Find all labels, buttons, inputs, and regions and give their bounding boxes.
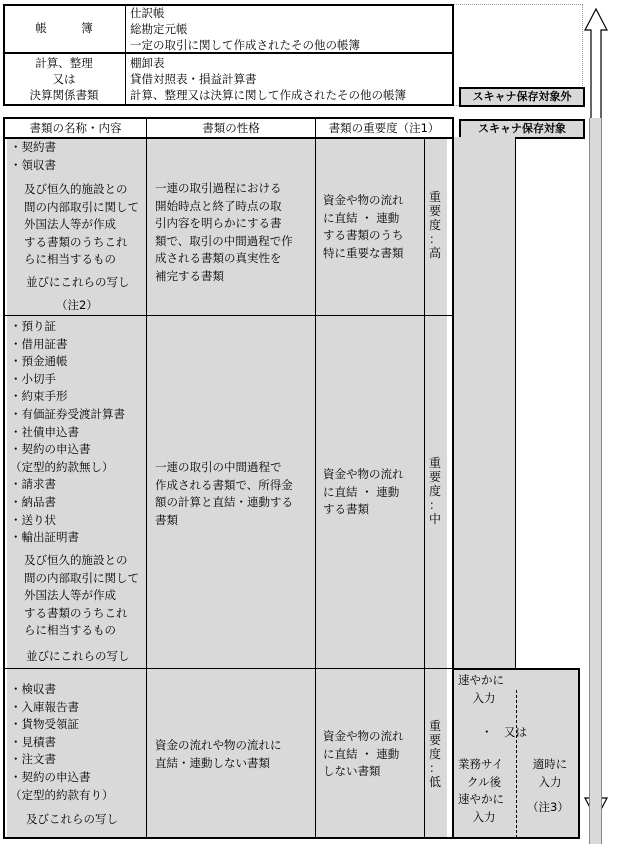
header-doc-name: 書類の名称・内容 bbox=[29, 121, 122, 135]
doc-item: ・契約の申込書 bbox=[10, 769, 91, 784]
timing-periodic bbox=[525, 756, 575, 791]
row-medium-extra bbox=[24, 552, 139, 640]
vertical-char: 要 bbox=[428, 204, 441, 218]
doc-item: ・貨物受領証 bbox=[10, 717, 79, 732]
vertical-char: 高 bbox=[428, 246, 441, 260]
doc-item: ・注文書 bbox=[10, 752, 56, 767]
row-medium-items bbox=[10, 318, 125, 547]
vertical-char: 度 bbox=[428, 484, 441, 498]
row-high-items bbox=[10, 139, 56, 174]
importance-line: する書類 bbox=[323, 502, 369, 516]
doc-item: ・預金通帳 bbox=[10, 354, 68, 369]
row-high-copies: 並びにこれらの写し bbox=[26, 275, 130, 289]
row-high-nature bbox=[155, 180, 293, 285]
doc-item: ・納品書 bbox=[10, 494, 56, 509]
top-row1-label: 帳 簿 bbox=[35, 21, 93, 35]
doc-item: （定型的約款有り） bbox=[10, 787, 114, 802]
vertical-char: 要 bbox=[428, 733, 441, 747]
doc-item: ・有価証券受渡計算書 bbox=[10, 406, 125, 421]
timing-line: 入力 bbox=[472, 690, 496, 705]
row-low-items bbox=[10, 681, 114, 804]
row-medium-nature bbox=[155, 459, 293, 529]
level-medium bbox=[427, 456, 443, 526]
label-line: 計算、整理 bbox=[35, 56, 93, 70]
timing-after-cycle bbox=[458, 756, 510, 826]
row-low-nature bbox=[155, 737, 282, 772]
row-medium-copies: 並びにこれらの写し bbox=[26, 649, 130, 663]
scanner-band bbox=[589, 118, 602, 844]
vertical-char: ： bbox=[428, 761, 441, 775]
header-doc-importance: 書類の重要度（注1） bbox=[328, 121, 440, 135]
closing-item: 貸借対照表・損益計算書 bbox=[130, 72, 257, 86]
extra-line: 及び恒久的施設との bbox=[24, 182, 128, 196]
timing-divider bbox=[516, 690, 517, 838]
doc-item: ・検収書 bbox=[10, 682, 56, 696]
importance-line: に直結 ・ 連動 bbox=[323, 210, 400, 225]
row-medium-importance bbox=[323, 466, 404, 519]
label-line: 又は bbox=[52, 72, 76, 86]
extra-line: 外国法人等が作成 bbox=[24, 588, 116, 602]
doc-item: ・社債申込書 bbox=[10, 424, 79, 439]
vertical-char: ： bbox=[428, 232, 441, 246]
top-row1-items bbox=[130, 5, 360, 53]
vertical-char: 低 bbox=[428, 775, 441, 789]
excluded-label: スキャナ保存対象外 bbox=[459, 87, 585, 107]
ledger-item: 一定の取引に関して作成されたその他の帳簿 bbox=[130, 38, 360, 52]
importance-line: 資金や物の流れ bbox=[323, 729, 404, 743]
nature-line: 一連の取引過程における bbox=[155, 181, 282, 195]
level-low bbox=[427, 719, 443, 789]
label-line: 決算関係書類 bbox=[29, 88, 99, 102]
included-label: スキャナ保存対象 bbox=[459, 119, 585, 139]
nature-line: 補完する書類 bbox=[155, 268, 224, 283]
doc-item: ・輸出証明書 bbox=[10, 530, 79, 545]
vertical-char: 重 bbox=[428, 719, 441, 733]
timing-line: クル後 bbox=[466, 774, 502, 789]
doc-item: ・預り証 bbox=[10, 319, 56, 333]
closing-item: 計算、整理又は決算に関して作成されたその他の帳簿 bbox=[130, 88, 406, 102]
top-row2-items bbox=[130, 55, 406, 103]
doc-item: ・見積書 bbox=[10, 734, 56, 749]
importance-line: する書類のうち bbox=[323, 228, 404, 242]
timing-line: 業務サイ bbox=[458, 757, 504, 771]
extra-line: 間の内部取引に関して bbox=[24, 199, 139, 214]
doc-item: ・借用証書 bbox=[10, 336, 68, 351]
extra-line: 及び恒久的施設との bbox=[24, 553, 128, 567]
nature-line: 作成される書類で、所得金 bbox=[155, 477, 293, 492]
nature-line: 資金の流れや物の流れに bbox=[155, 738, 282, 752]
doc-item: ・請求書 bbox=[10, 477, 56, 492]
doc-item: ・約束手形 bbox=[10, 389, 68, 404]
importance-line: しない書類 bbox=[323, 764, 381, 778]
extra-line: 外国法人等が作成 bbox=[24, 217, 116, 231]
row-high-importance bbox=[323, 192, 404, 262]
nature-line: 引内容を明らかにする書 bbox=[155, 216, 282, 230]
importance-line: 特に重要な書類 bbox=[323, 245, 404, 260]
row-low-copies: 及びこれらの写し bbox=[26, 812, 118, 826]
row-high-note: （注2） bbox=[56, 298, 98, 312]
vertical-char: 重 bbox=[428, 456, 441, 470]
row-low-importance bbox=[323, 728, 404, 781]
timing-prompt bbox=[458, 672, 510, 707]
nature-line: 成される書類の真実性を bbox=[155, 251, 282, 265]
level-high bbox=[427, 190, 443, 260]
timing-line: 速やかに bbox=[458, 792, 504, 806]
vertical-char: 中 bbox=[428, 512, 441, 526]
header-doc-nature: 書類の性格 bbox=[202, 121, 260, 135]
vertical-char: 度 bbox=[428, 747, 441, 761]
timing-or: ・ 又は bbox=[481, 725, 527, 739]
doc-item: ・送り状 bbox=[10, 512, 56, 527]
doc-item: ・契約の申込書 bbox=[10, 442, 91, 457]
input-column-upper bbox=[454, 137, 516, 669]
extra-line: らに相当するもの bbox=[24, 252, 116, 266]
vertical-char: 要 bbox=[428, 470, 441, 484]
nature-line: 直結・連動しない書類 bbox=[155, 755, 270, 770]
nature-line: 書類 bbox=[155, 512, 178, 527]
importance-line: に直結 ・ 連動 bbox=[323, 484, 400, 499]
top-row2-label bbox=[5, 55, 123, 103]
closing-item: 棚卸表 bbox=[130, 56, 165, 70]
nature-line: 一連の取引の中間過程で bbox=[155, 460, 282, 474]
doc-item: ・契約書 bbox=[10, 140, 56, 154]
ledger-item: 総勘定元帳 bbox=[130, 22, 188, 36]
extra-line: する書類のうちこれ bbox=[24, 234, 128, 249]
doc-item: （定型的約款無し） bbox=[10, 459, 114, 474]
timing-line: 入力 bbox=[472, 809, 496, 824]
timing-note: （注3） bbox=[527, 800, 569, 814]
timing-line: 適時に bbox=[532, 757, 568, 771]
row-high-extra bbox=[24, 181, 139, 269]
nature-line: 額の計算と直結・連動する bbox=[155, 495, 293, 509]
vertical-char: 度 bbox=[428, 218, 441, 232]
doc-item: ・小切手 bbox=[10, 371, 56, 386]
importance-line: 資金や物の流れ bbox=[323, 467, 404, 481]
extra-line: らに相当するもの bbox=[24, 623, 116, 637]
timing-line: 入力 bbox=[538, 774, 562, 789]
ledger-item: 仕訳帳 bbox=[130, 6, 165, 20]
doc-item: ・領収書 bbox=[10, 157, 56, 172]
importance-line: 資金や物の流れ bbox=[323, 193, 404, 207]
importance-line: に直結 ・ 連動 bbox=[323, 746, 400, 761]
extra-line: 間の内部取引に関して bbox=[24, 570, 139, 585]
vertical-char: ： bbox=[428, 498, 441, 512]
nature-line: 類で、取引の中間過程で作 bbox=[155, 233, 293, 248]
vertical-char: 重 bbox=[428, 190, 441, 204]
extra-line: する書類のうちこれ bbox=[24, 605, 128, 620]
nature-line: 開始時点と終了時点の取 bbox=[155, 198, 282, 213]
timing-line: 速やかに bbox=[458, 673, 504, 687]
doc-item: ・入庫報告書 bbox=[10, 699, 79, 714]
